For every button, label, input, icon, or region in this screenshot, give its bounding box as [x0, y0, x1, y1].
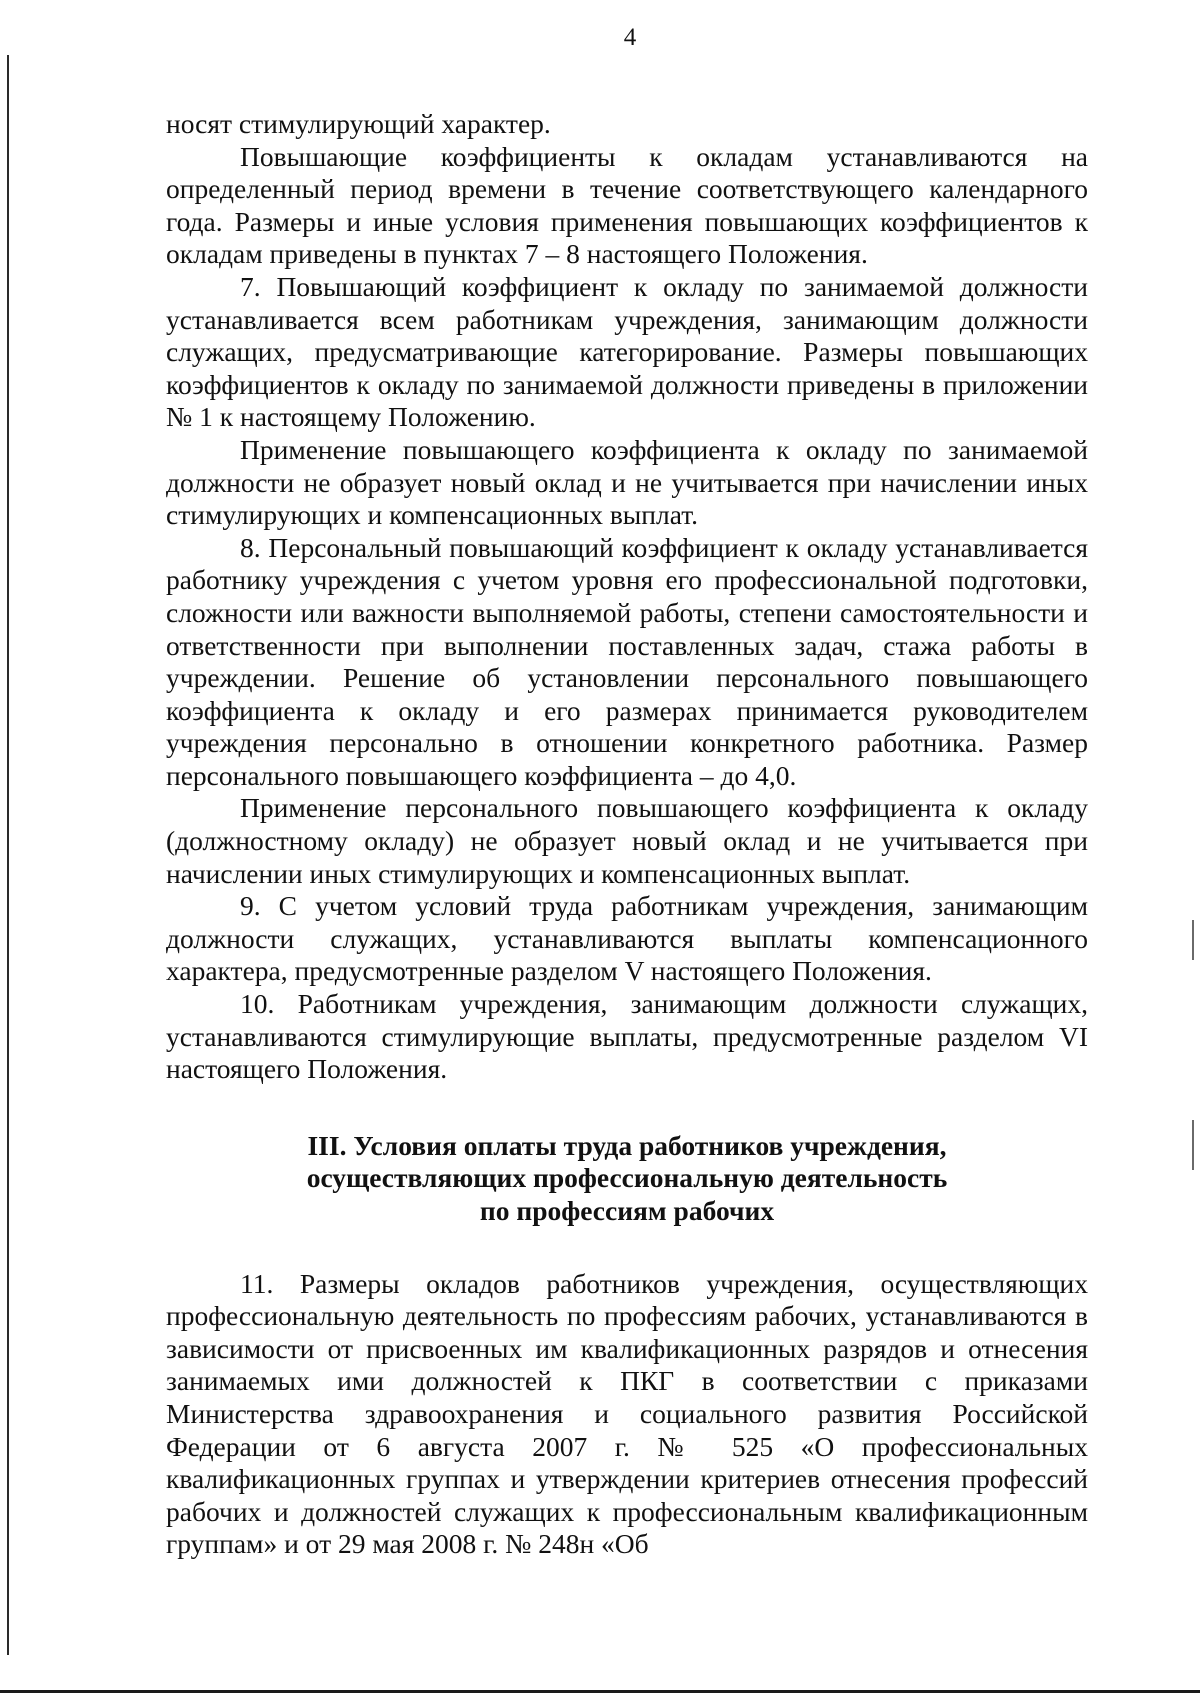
paragraph: Применение персонального повышающего коэффициента к окладу (должностному окладу) не образует новый оклад и не учитывается при начислении иных стимулирующих и компенсационных выплат. — [166, 792, 1088, 889]
paragraph-item-7: 7. Повышающий коэффициент к окладу по занимаемой должности устанавливается всем работникам учреждения, занимающим должности служащих, предусматривающие категорирование. Размеры повышающих коэффициентов к окладу по занимаемой должности приведены в приложении № 1 к настоящему Положению. — [166, 270, 1088, 433]
paragraph-item-9: 9. С учетом условий труда работникам учреждения, занимающим должности служащих, устанавливаются выплаты компенсационного характера, предусмотренные разделом V настоящего Положения. — [166, 890, 1088, 987]
section-heading-line: III. Условия оплаты труда работников учреждения, — [307, 1129, 947, 1161]
paragraph-item-11: 11. Размеры окладов работников учреждения, осуществляющих профессиональную деятельность по профессиям рабочих, устанавливаются в зависимости от присвоенных им квалификационных разрядов и отнесения занимаемых ими должностей к ПКГ в соответствии с приказами Министерства здравоохранения и социального развития Российской Федерации от 6 августа 2007 г. № 525 «О профессиональных квалификационных группах и утверждении критериев отнесения профессий рабочих и должностей служащих к профессиональным квалификационным группам» и от 29 мая 2008 г. № 248н «Об — [166, 1267, 1088, 1560]
section-heading-line: по профессиям рабочих — [479, 1195, 775, 1226]
paragraph-item-10: 10. Работникам учреждения, занимающим должности служащих, устанавливаются стимулирующие выплаты, предусмотренные разделом VI настоящего Положения. — [166, 988, 1088, 1085]
scan-border-left — [7, 55, 9, 1655]
paragraph-continuation: носят стимулирующий характер. — [166, 108, 551, 139]
section-heading-line: осуществляющих профессиональную деятельность — [306, 1162, 948, 1194]
paragraph-item-8: 8. Персональный повышающий коэффициент к окладу устанавливается работнику учреждения с учетом уровня его профессиональной подготовки, сложности или важности выполняемой работы, степени самостоятельности и ответственности при выполнении поставленных задач, стажа работы в учреждении. Решение об установлении персонального повышающего коэффициента к окладу и его размерах принимается руководителем учреждения персонально в отношении конкретного работника. Размер персонального повышающего коэффициента – до 4,0. — [166, 531, 1088, 791]
scan-border-right-mark — [1192, 920, 1194, 960]
section-heading — [166, 1130, 1088, 1228]
scan-border-bottom — [0, 1690, 1200, 1693]
paragraph: Повышающие коэффициенты к окладам устанавливаются на определенный период времени в течение соответствующего календарного года. Размеры и иные условия применения повышающих коэффициентов к окладам приведены в пунктах 7 – 8 настоящего Положения. — [166, 140, 1088, 270]
page-number: 4 — [623, 24, 637, 51]
paragraph: Применение повышающего коэффициента к окладу по занимаемой должности не образует новый оклад и не учитывается при начислении иных стимулирующих и компенсационных выплат. — [166, 433, 1088, 531]
document-body — [166, 108, 1088, 1561]
scan-border-right-mark — [1192, 1120, 1194, 1170]
